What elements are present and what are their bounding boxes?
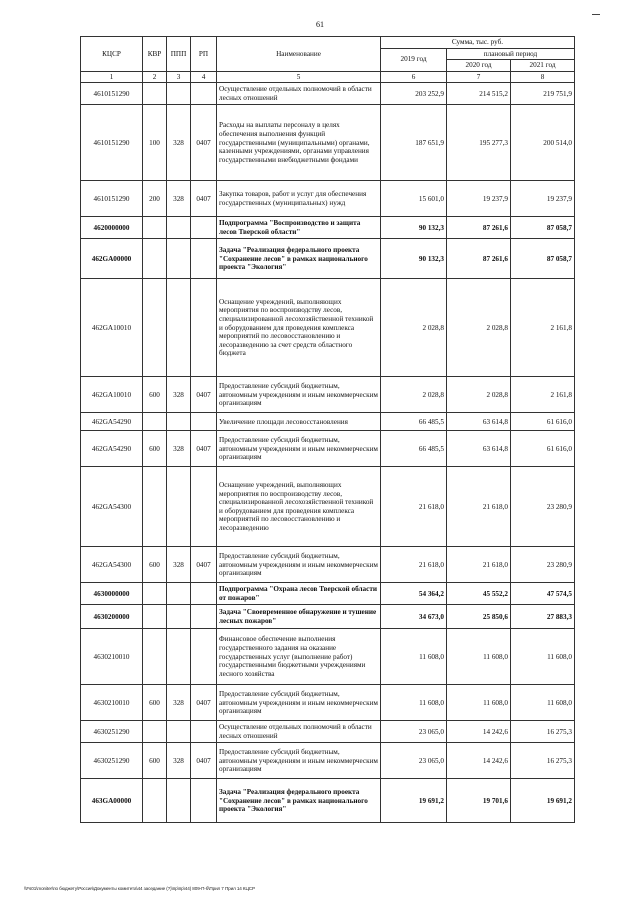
rp-cell: 0407 xyxy=(191,181,217,217)
sum-2021-cell: 219 751,9 xyxy=(511,83,575,105)
table-row xyxy=(81,217,575,239)
table-row xyxy=(81,377,575,413)
ppp-cell: 328 xyxy=(167,105,191,181)
sum-2021-cell: 11 608,0 xyxy=(511,685,575,721)
kvr-cell xyxy=(143,83,167,105)
sum-2020-cell: 11 608,0 xyxy=(447,685,511,721)
rp-cell: 0407 xyxy=(191,685,217,721)
sum-2020-cell: 87 261,6 xyxy=(447,239,511,279)
kvr-cell xyxy=(143,721,167,743)
sum-2019-cell: 19 691,2 xyxy=(381,779,447,823)
kcsr-cell: 4630200000 xyxy=(81,605,143,629)
sum-2020-cell: 195 277,3 xyxy=(447,105,511,181)
kvr-cell xyxy=(143,279,167,377)
table-row xyxy=(81,629,575,685)
ppp-cell xyxy=(167,779,191,823)
sum-2019-cell: 15 601,0 xyxy=(381,181,447,217)
name-cell: Предоставление субсидий бюджетным, автономным учреждениям и иным некоммерческим организациям xyxy=(217,377,381,413)
table-row xyxy=(81,605,575,629)
header-name: Наименование xyxy=(217,37,381,72)
kcsr-cell: 462GA10010 xyxy=(81,377,143,413)
kvr-cell xyxy=(143,467,167,547)
kvr-cell xyxy=(143,779,167,823)
table-row xyxy=(81,279,575,377)
kcsr-cell: 463GA00000 xyxy=(81,779,143,823)
rp-cell xyxy=(191,217,217,239)
sum-2019-cell: 90 132,3 xyxy=(381,239,447,279)
kcsr-cell: 462GA54290 xyxy=(81,413,143,431)
ppp-cell: 328 xyxy=(167,743,191,779)
table-row xyxy=(81,685,575,721)
ppp-cell xyxy=(167,239,191,279)
table-row xyxy=(81,83,575,105)
sum-2020-cell: 21 618,0 xyxy=(447,547,511,583)
kcsr-cell: 4610151290 xyxy=(81,83,143,105)
rp-cell xyxy=(191,779,217,823)
kvr-cell xyxy=(143,605,167,629)
name-cell: Увеличение площади лесовосстановления xyxy=(217,413,381,431)
sum-2019-cell: 90 132,3 xyxy=(381,217,447,239)
sum-2020-cell: 2 028,8 xyxy=(447,279,511,377)
name-cell: Оснащение учреждений, выполняющих мероприятия по воспроизводству лесов, специализированной лесохозяйственной техникой и оборудованием для проведения комплекса мероприятий по лесовосстановлению и лесоразведению xyxy=(217,467,381,547)
sum-2021-cell: 2 161,8 xyxy=(511,377,575,413)
rp-cell xyxy=(191,239,217,279)
ppp-cell xyxy=(167,217,191,239)
rp-cell: 0407 xyxy=(191,743,217,779)
ppp-cell xyxy=(167,83,191,105)
name-cell: Подпрограмма "Охрана лесов Тверской области от пожаров" xyxy=(217,583,381,605)
header-2020: 2020 год xyxy=(447,60,511,72)
kvr-cell: 600 xyxy=(143,377,167,413)
kcsr-cell: 4630251290 xyxy=(81,743,143,779)
sum-2019-cell: 203 252,9 xyxy=(381,83,447,105)
kvr-cell: 100 xyxy=(143,105,167,181)
sum-2021-cell: 23 280,9 xyxy=(511,467,575,547)
sum-2020-cell: 14 242,6 xyxy=(447,721,511,743)
col-number: 5 xyxy=(217,71,381,83)
kcsr-cell: 4610151290 xyxy=(81,105,143,181)
kcsr-cell: 462GA00000 xyxy=(81,239,143,279)
kcsr-cell: 4620000000 xyxy=(81,217,143,239)
sum-2020-cell: 19 701,6 xyxy=(447,779,511,823)
sum-2021-cell: 200 514,0 xyxy=(511,105,575,181)
name-cell: Предоставление субсидий бюджетным, автономным учреждениям и иным некоммерческим организациям xyxy=(217,547,381,583)
kvr-cell: 600 xyxy=(143,431,167,467)
footer-file-path: \\Fs01\moniter\по бюджету\Россия\Документы комитета\44 заседание (?)\пр\пр\44) 809-П-б\Прил 7 Прил 14 КЦСР xyxy=(24,886,255,891)
sum-2020-cell: 214 515,2 xyxy=(447,83,511,105)
sum-2020-cell: 14 242,6 xyxy=(447,743,511,779)
kvr-cell xyxy=(143,217,167,239)
rp-cell xyxy=(191,629,217,685)
rp-cell xyxy=(191,583,217,605)
sum-2020-cell: 11 608,0 xyxy=(447,629,511,685)
name-cell: Задача "Своевременное обнаружение и тушение лесных пожаров" xyxy=(217,605,381,629)
table-row xyxy=(81,743,575,779)
kvr-cell xyxy=(143,583,167,605)
sum-2019-cell: 34 673,0 xyxy=(381,605,447,629)
kvr-cell xyxy=(143,239,167,279)
ppp-cell xyxy=(167,721,191,743)
name-cell: Осуществление отдельных полномочий в области лесных отношений xyxy=(217,83,381,105)
table-row xyxy=(81,547,575,583)
table-row xyxy=(81,583,575,605)
col-number: 4 xyxy=(191,71,217,83)
rp-cell: 0407 xyxy=(191,547,217,583)
sum-2019-cell: 54 364,2 xyxy=(381,583,447,605)
sum-2019-cell: 11 608,0 xyxy=(381,629,447,685)
rp-cell xyxy=(191,605,217,629)
name-cell: Предоставление субсидий бюджетным, автономным учреждениям и иным некоммерческим организациям xyxy=(217,743,381,779)
header-rp: РП xyxy=(191,37,217,72)
col-number: 3 xyxy=(167,71,191,83)
name-cell: Закупка товаров, работ и услуг для обеспечения государственных (муниципальных) нужд xyxy=(217,181,381,217)
table-row xyxy=(81,431,575,467)
table-row xyxy=(81,779,575,823)
sum-2019-cell: 2 028,8 xyxy=(381,279,447,377)
rp-cell xyxy=(191,721,217,743)
header-kcsr: КЦСР xyxy=(81,37,143,72)
ppp-cell xyxy=(167,583,191,605)
ppp-cell: 328 xyxy=(167,181,191,217)
sum-2020-cell: 87 261,6 xyxy=(447,217,511,239)
name-cell: Задача "Реализация федерального проекта "Сохранение лесов" в рамках национального проекта "Экология" xyxy=(217,239,381,279)
kcsr-cell: 4630000000 xyxy=(81,583,143,605)
sum-2021-cell: 11 608,0 xyxy=(511,629,575,685)
ppp-cell xyxy=(167,629,191,685)
kcsr-cell: 462GA54300 xyxy=(81,547,143,583)
name-cell: Подпрограмма "Воспроизводство и защита лесов Тверской области" xyxy=(217,217,381,239)
table-row xyxy=(81,181,575,217)
header-2021: 2021 год xyxy=(511,60,575,72)
header-sum: Сумма, тыс. руб. xyxy=(381,37,575,49)
header-2019: 2019 год xyxy=(381,48,447,71)
budget-table xyxy=(80,36,575,823)
kcsr-cell: 462GA54290 xyxy=(81,431,143,467)
rp-cell xyxy=(191,413,217,431)
sum-2021-cell: 16 275,3 xyxy=(511,743,575,779)
kvr-cell: 200 xyxy=(143,181,167,217)
sum-2020-cell: 63 614,8 xyxy=(447,431,511,467)
ppp-cell: 328 xyxy=(167,431,191,467)
sum-2019-cell: 23 065,0 xyxy=(381,721,447,743)
ppp-cell xyxy=(167,279,191,377)
sum-2019-cell: 66 485,5 xyxy=(381,431,447,467)
name-cell: Задача "Реализация федерального проекта "Сохранение лесов" в рамках национального проекта "Экология" xyxy=(217,779,381,823)
name-cell: Финансовое обеспечение выполнения государственного задания на оказание государственных услуг (выполнение работ) государственными бюджетными учреждениями лесного хозяйства xyxy=(217,629,381,685)
kvr-cell: 600 xyxy=(143,743,167,779)
kcsr-cell: 4630210010 xyxy=(81,629,143,685)
rp-cell xyxy=(191,467,217,547)
sum-2021-cell: 61 616,0 xyxy=(511,413,575,431)
sum-2019-cell: 11 608,0 xyxy=(381,685,447,721)
kvr-cell xyxy=(143,629,167,685)
kcsr-cell: 4630251290 xyxy=(81,721,143,743)
col-number: 8 xyxy=(511,71,575,83)
name-cell: Предоставление субсидий бюджетным, автономным учреждениям и иным некоммерческим организациям xyxy=(217,685,381,721)
ppp-cell: 328 xyxy=(167,547,191,583)
sum-2021-cell: 23 280,9 xyxy=(511,547,575,583)
sum-2021-cell: 27 883,3 xyxy=(511,605,575,629)
sum-2019-cell: 21 618,0 xyxy=(381,547,447,583)
sum-2021-cell: 61 616,0 xyxy=(511,431,575,467)
sum-2020-cell: 19 237,9 xyxy=(447,181,511,217)
col-number: 2 xyxy=(143,71,167,83)
sum-2021-cell: 47 574,5 xyxy=(511,583,575,605)
ppp-cell: 328 xyxy=(167,377,191,413)
table-row xyxy=(81,413,575,431)
kvr-cell: 600 xyxy=(143,547,167,583)
ppp-cell xyxy=(167,467,191,547)
kcsr-cell: 462GA10010 xyxy=(81,279,143,377)
header-kvr: КВР xyxy=(143,37,167,72)
corner-mark xyxy=(592,14,600,15)
sum-2021-cell: 16 275,3 xyxy=(511,721,575,743)
sum-2021-cell: 87 058,7 xyxy=(511,239,575,279)
sum-2020-cell: 21 618,0 xyxy=(447,467,511,547)
sum-2019-cell: 21 618,0 xyxy=(381,467,447,547)
sum-2020-cell: 45 552,2 xyxy=(447,583,511,605)
rp-cell xyxy=(191,279,217,377)
sum-2021-cell: 2 161,8 xyxy=(511,279,575,377)
name-cell: Осуществление отдельных полномочий в области лесных отношений xyxy=(217,721,381,743)
ppp-cell xyxy=(167,605,191,629)
rp-cell xyxy=(191,83,217,105)
name-cell: Оснащение учреждений, выполняющих мероприятия по воспроизводству лесов, специализированной лесохозяйственной техникой и оборудованием для проведения комплекса мероприятий по лесовосстановлению и лесоразведению за счет средств областного бюджета xyxy=(217,279,381,377)
col-number: 6 xyxy=(381,71,447,83)
table-row xyxy=(81,721,575,743)
rp-cell: 0407 xyxy=(191,431,217,467)
page-number: 61 xyxy=(316,20,324,29)
table-row xyxy=(81,467,575,547)
table-row xyxy=(81,239,575,279)
name-cell: Предоставление субсидий бюджетным, автономным учреждениям и иным некоммерческим организациям xyxy=(217,431,381,467)
sum-2019-cell: 23 065,0 xyxy=(381,743,447,779)
sum-2019-cell: 66 485,5 xyxy=(381,413,447,431)
kvr-cell xyxy=(143,413,167,431)
rp-cell: 0407 xyxy=(191,377,217,413)
sum-2019-cell: 2 028,8 xyxy=(381,377,447,413)
col-number: 7 xyxy=(447,71,511,83)
sum-2019-cell: 187 651,9 xyxy=(381,105,447,181)
sum-2021-cell: 19 237,9 xyxy=(511,181,575,217)
ppp-cell: 328 xyxy=(167,685,191,721)
name-cell: Расходы на выплаты персоналу в целях обеспечения выполнения функций государственными (муниципальными) органами, казенными учреждениями, органами управления государственными внебюджетными фондами xyxy=(217,105,381,181)
kcsr-cell: 462GA54300 xyxy=(81,467,143,547)
header-planning-period: плановый период xyxy=(447,48,575,60)
sum-2020-cell: 2 028,8 xyxy=(447,377,511,413)
sum-2021-cell: 19 691,2 xyxy=(511,779,575,823)
rp-cell: 0407 xyxy=(191,105,217,181)
sum-2020-cell: 25 850,6 xyxy=(447,605,511,629)
col-number: 1 xyxy=(81,71,143,83)
kvr-cell: 600 xyxy=(143,685,167,721)
ppp-cell xyxy=(167,413,191,431)
kcsr-cell: 4630210010 xyxy=(81,685,143,721)
sum-2020-cell: 63 614,8 xyxy=(447,413,511,431)
kcsr-cell: 4610151290 xyxy=(81,181,143,217)
table-row xyxy=(81,105,575,181)
header-ppp: ППП xyxy=(167,37,191,72)
column-numbers-row xyxy=(81,71,575,83)
sum-2021-cell: 87 058,7 xyxy=(511,217,575,239)
